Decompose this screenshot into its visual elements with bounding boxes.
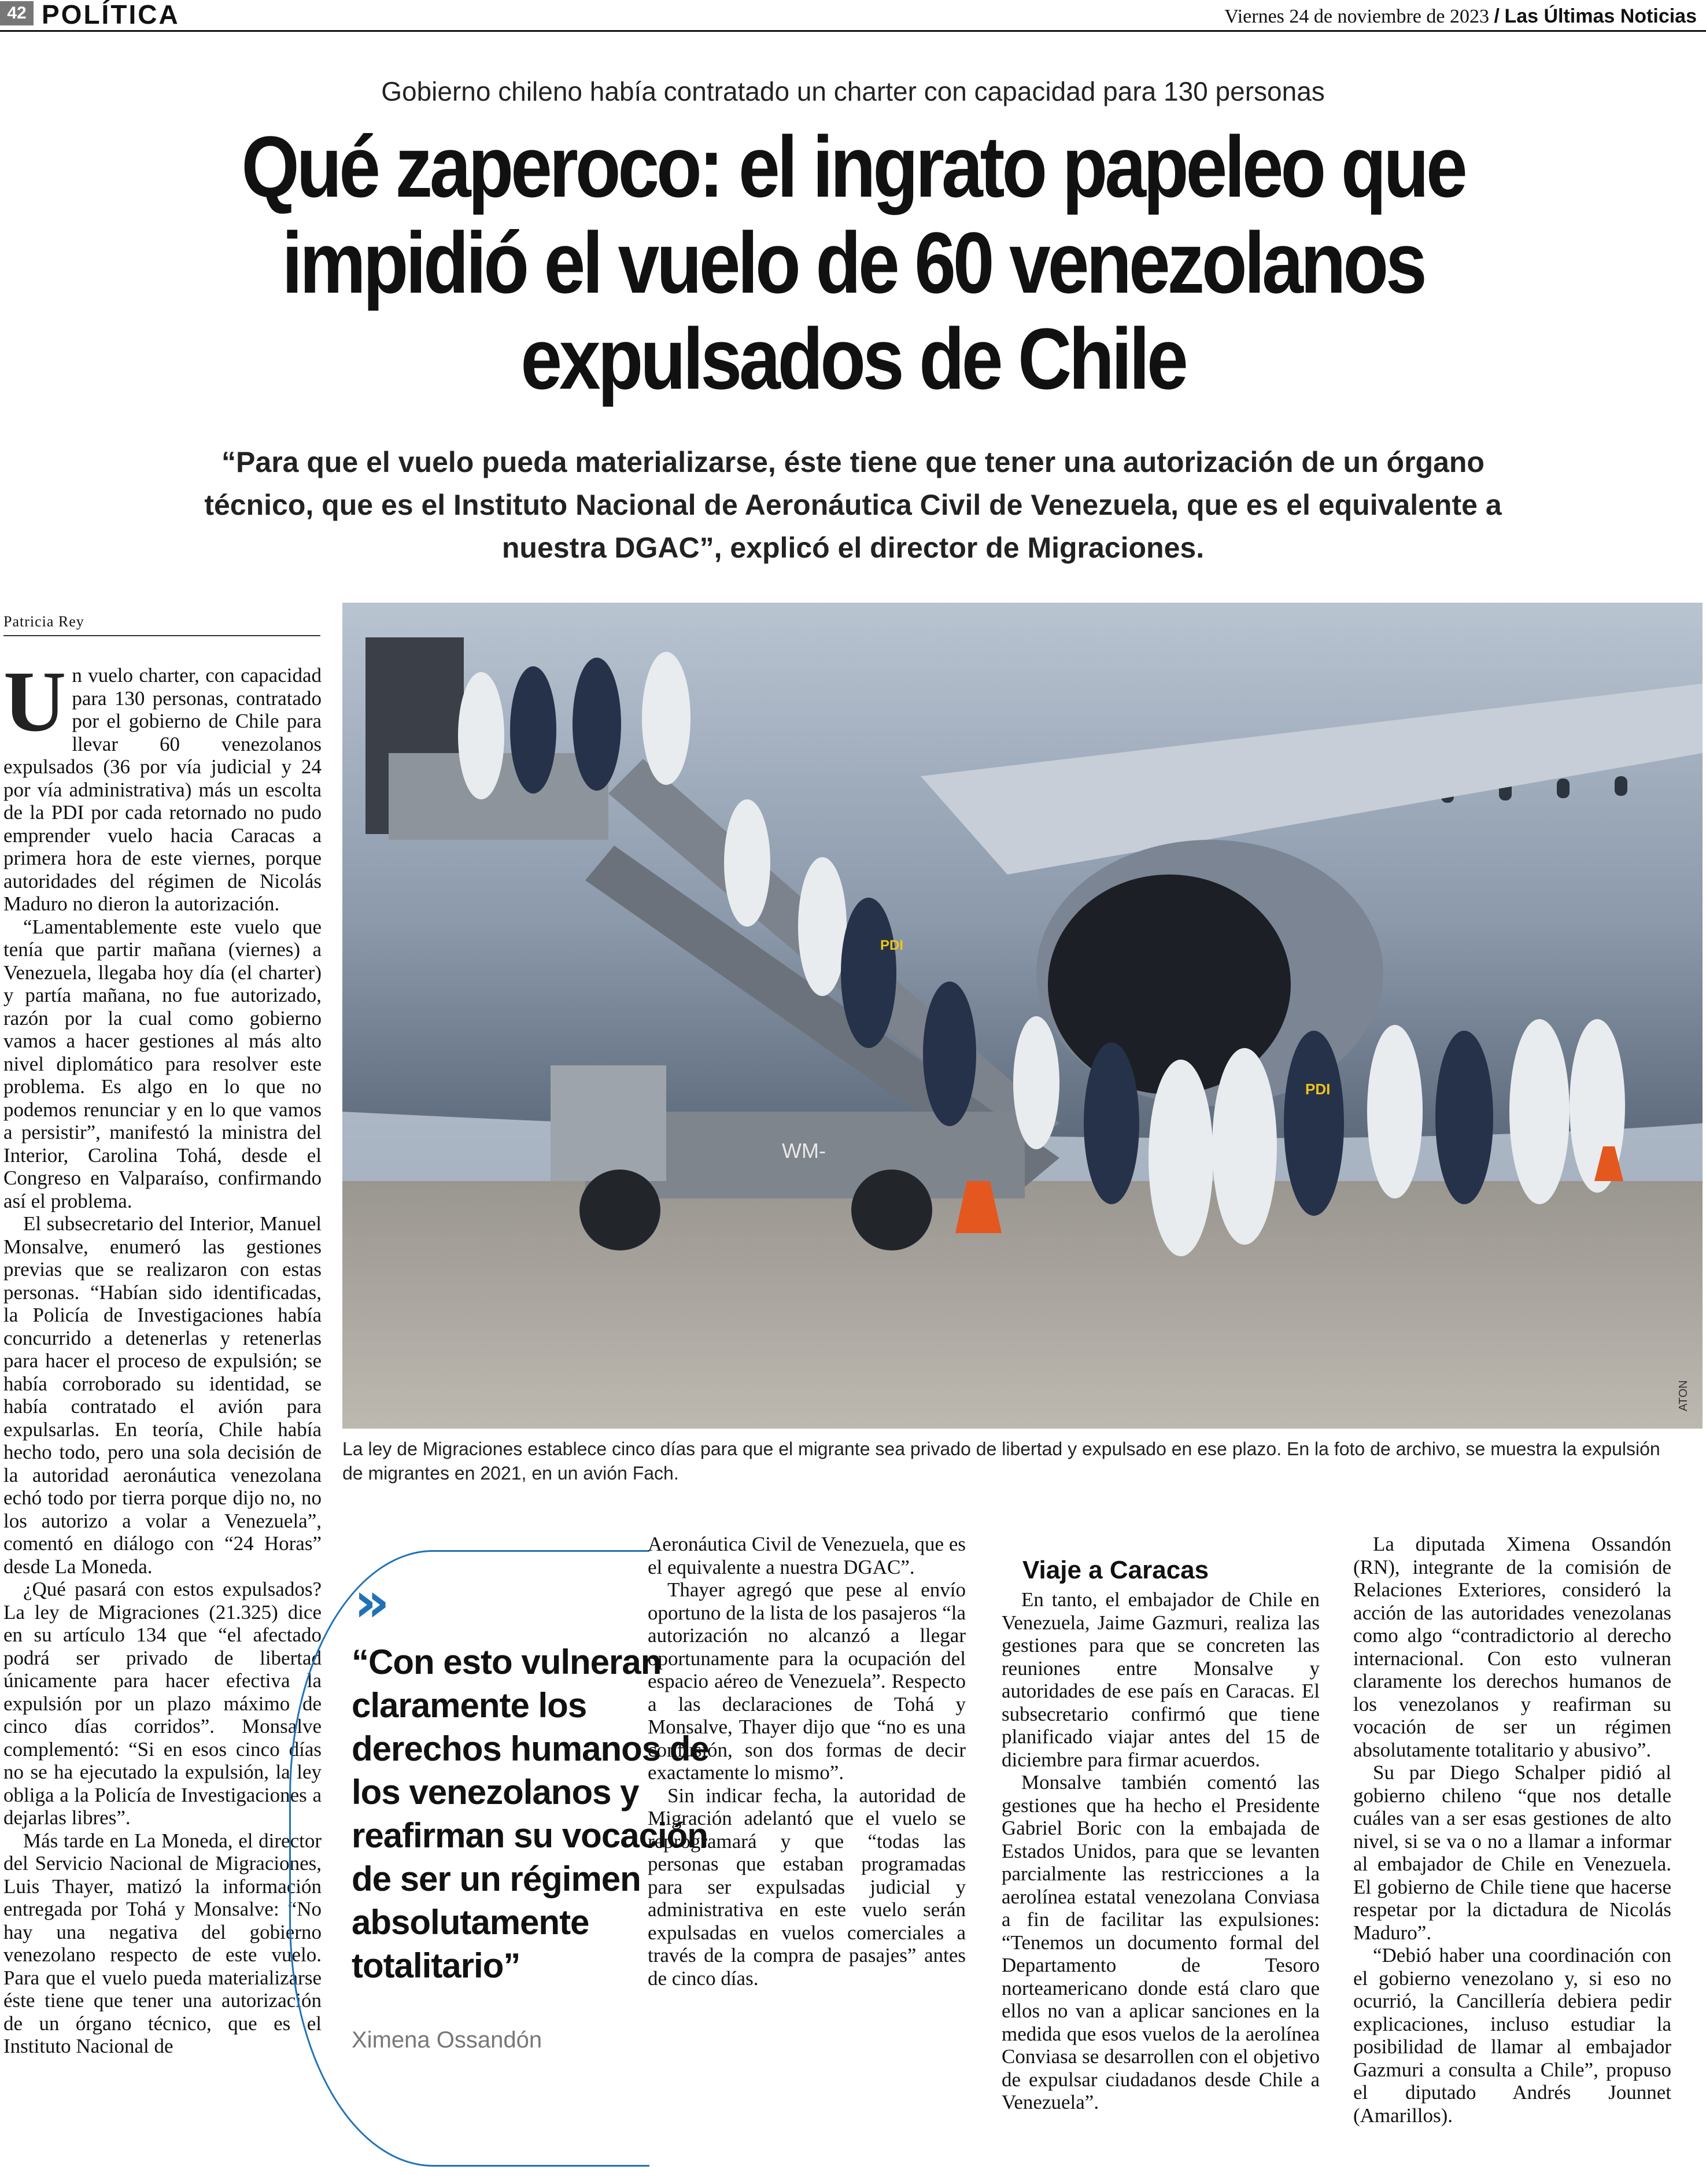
body-column-4 xyxy=(1002,1556,1320,2114)
page-number: 42 xyxy=(0,1,34,25)
photo-caption: La ley de Migraciones establece cinco días para que el migrante sea privado de libertad y expulsado en ese plazo. En la foto de archivo, se muestra la expulsión de migrantes en 2021, en un avión Fach. xyxy=(342,1438,1660,1484)
paragraph: En tanto, el embajador de Chile en Venezuela, Jaime Gazmuri, realiza las gestiones para que se concreten las reuniones entre Monsalve y autoridades de ese país en Caracas. El subsecretario confirmó que tiene planificado viajar antes del 15 de diciembre para firmar acuerdos. xyxy=(1002,1588,1320,1771)
paragraph: Sin indicar fecha, la autoridad de Migración adelantó que el vuelo se reprogramará y que “todas las personas que estaban programadas para ser expulsadas judicial y administrativa en este vuelo serán expulsadas en vuelos comerciales a través de la compra de pasajes” antes de cinco días. xyxy=(648,1784,966,1990)
paragraph: n vuelo charter, con capacidad para 130 personas, contratado por el gobierno de Chile para llevar 60 venezolanos expulsados (36 por vía judicial y 24 por vía administrativa) más un escolta de la PDI por cada retornado no pudo emprender vuelo hacia Caracas a primera hora de este viernes, porque autoridades del régimen de Nicolás Maduro no dieron la autorización. xyxy=(3,664,322,915)
pdi-badge: PDI xyxy=(880,938,904,953)
paragraph: La diputada Ximena Ossandón (RN), integrante de la comisión de Relaciones Exteriores, consideró la acción de las autoridades venezolanas como algo “contradictorio al derecho internacional. Con esto vulneran claramente los derechos humanos de los venezolanos y reafirman su vocación de ser un régimen absolutamente totalitario y abusivo”. xyxy=(1353,1533,1671,1761)
paragraph: Aeronáutica Civil de Venezuela, que es el equivalente a nuestra DGAC”. xyxy=(648,1533,966,1578)
paragraph: El subsecretario del Interior, Manuel Monsalve, enumeró las gestiones previas que se realizaron con estas personas. “Habían sido identificadas, la Policía de Investigaciones había concurrido a detenerlas y retenerlas para hacer el proceso de expulsión; se había corroborado su identidad, se había contratado el avión para expulsarlas. En teoría, Chile había hecho todo, pero una sola decisión de la autoridad aeronáutica venezolana echó todo por tierra porque dijo no, no los autorizo a volar a Venezuela”, comentó en diálogo con “24 Horas” desde La Moneda. xyxy=(3,1212,322,1578)
pull-quote-author: Ximena Ossandón xyxy=(352,2027,542,2053)
byline-rule xyxy=(3,635,320,636)
deck: “Para que el vuelo pueda materializarse, éste tiene que tener una autorización de un órgano técnico, que es el Instituto Nacional de Aeronáutica Civil de Venezuela, que es el equivalente a nuestra DGAC”, explicó el director de Migraciones. xyxy=(204,446,1502,564)
paragraph: “Debió haber una coordinación con el gobierno venezolano y, si eso no ocurrió, la Cancillería debiera pedir explicaciones, incluso estudiar la posibilidad de llamar al embajador Gazmuri a consulta a Chile”, propuso el diputado Andrés Jounnet (Amarillos). xyxy=(1353,1944,1671,2127)
header-rule xyxy=(0,30,1706,32)
publication-name: Las Últimas Noticias xyxy=(1504,5,1697,27)
paragraph: Su par Diego Schalper pidió al gobierno chileno “que nos detalle cuáles van a ser esas gestiones de alto nivel, si se va o no a llamar a informar al embajador de Chile en Venezuela. El gobierno de Chile tiene que hacerse respetar por la dictadura de Nicolás Maduro”. xyxy=(1353,1761,1671,1944)
photo-illustration xyxy=(342,603,1703,1429)
paragraph: “Lamentablemente este vuelo que tenía que partir mañana (viernes) a Venezuela, llegaba hoy día (el charter) y partía mañana, no fue autorizado, razón por la cual como gobierno vamos a hacer gestiones al más alto nivel diplomático para resolver este problema. Es algo en lo que no podemos renunciar y en lo que vamos a persistir”, manifestó la ministra del Interior, Carolina Tohá, desde el Congreso en Valparaíso, confirmando así el problema. xyxy=(3,915,322,1212)
photo-credit: ATON xyxy=(1677,1380,1690,1411)
body-column-1 xyxy=(3,654,322,2058)
dateline xyxy=(1224,3,1697,29)
paragraph: Más tarde en La Moneda, el director del Servicio Nacional de Migraciones, Luis Thayer, matizó la información entregada por Tohá y Monsalve: “No hay una negativa del gobierno venezolano respecto de este vuelo. Para que el vuelo pueda materializarse éste tiene que tener una autorización de un órgano técnico, que es el Instituto Nacional de xyxy=(3,1829,322,2057)
kicker: Gobierno chileno había contratado un charter con capacidad para 130 personas xyxy=(381,76,1325,106)
paragraph: Monsalve también comentó las gestiones que ha hecho el Presidente Gabriel Boric con la embajada de Estados Unidos, para que se levanten parcialmente las restricciones a la aerolínea estatal venezolana Conviasa a fin de facilitar las expulsiones: “Tenemos un documento formal del Departamento de Tesoro norteamericano donde está claro que ellos no van a aplicar sanciones en la medida que esos vuelos de la aerolínea Conviasa se desarrollen con el objetivo de expulsar ciudadanos desde Chile a Venezuela”. xyxy=(1002,1771,1320,2113)
section-title: POLÍTICA xyxy=(42,0,180,29)
body-column-3 xyxy=(648,1533,966,1990)
double-chevron-icon: » xyxy=(354,1570,390,1635)
issue-date: Viernes 24 de noviembre de 2023 xyxy=(1224,6,1489,27)
byline: Patricia Rey xyxy=(3,613,84,630)
pdi-badge: PDI xyxy=(1305,1080,1331,1098)
pull-quote-text: “Con esto vulneran claramente los derechos humanos de los venezolanos y reafirman su vocación de ser un régimen absolutamente totalitario” xyxy=(352,1643,709,1985)
headline: Qué zaperoco: el ingrato papeleo que impidió el vuelo de 60 venezolanos expulsados de Chile xyxy=(241,118,1465,407)
body-column-5 xyxy=(1353,1533,1671,2127)
drop-cap: U xyxy=(3,654,67,750)
news-photo xyxy=(342,603,1703,1429)
plane-label: WM- xyxy=(782,1139,826,1163)
dateline-separator: / xyxy=(1494,5,1500,27)
paragraph: Thayer agregó que pese al envío oportuno de la lista de los pasajeros “la autorización no alcanzó a llegar oportunamente para la ocupación del espacio aéreo de Venezuela”. Respecto a las declaraciones de Tohá y Monsalve, Thayer dijo que “no es una confusión, son dos formas de decir exactamente lo mismo”. xyxy=(648,1578,966,1784)
subhead: Viaje a Caracas xyxy=(1022,1556,1209,1584)
paragraph: ¿Qué pasará con estos expulsados? La ley de Migraciones (21.325) dice en su artículo 134 que “el afectado podrá ser privado de libertad únicamente para hacer efectiva la expulsión por un plazo máximo de cinco días corridos”. Monsalve complementó: “Si en esos cinco días no se ha ejecutado la expulsión, la ley obliga a la Policía de Investigaciones a dejarlas libres”. xyxy=(3,1578,322,1829)
